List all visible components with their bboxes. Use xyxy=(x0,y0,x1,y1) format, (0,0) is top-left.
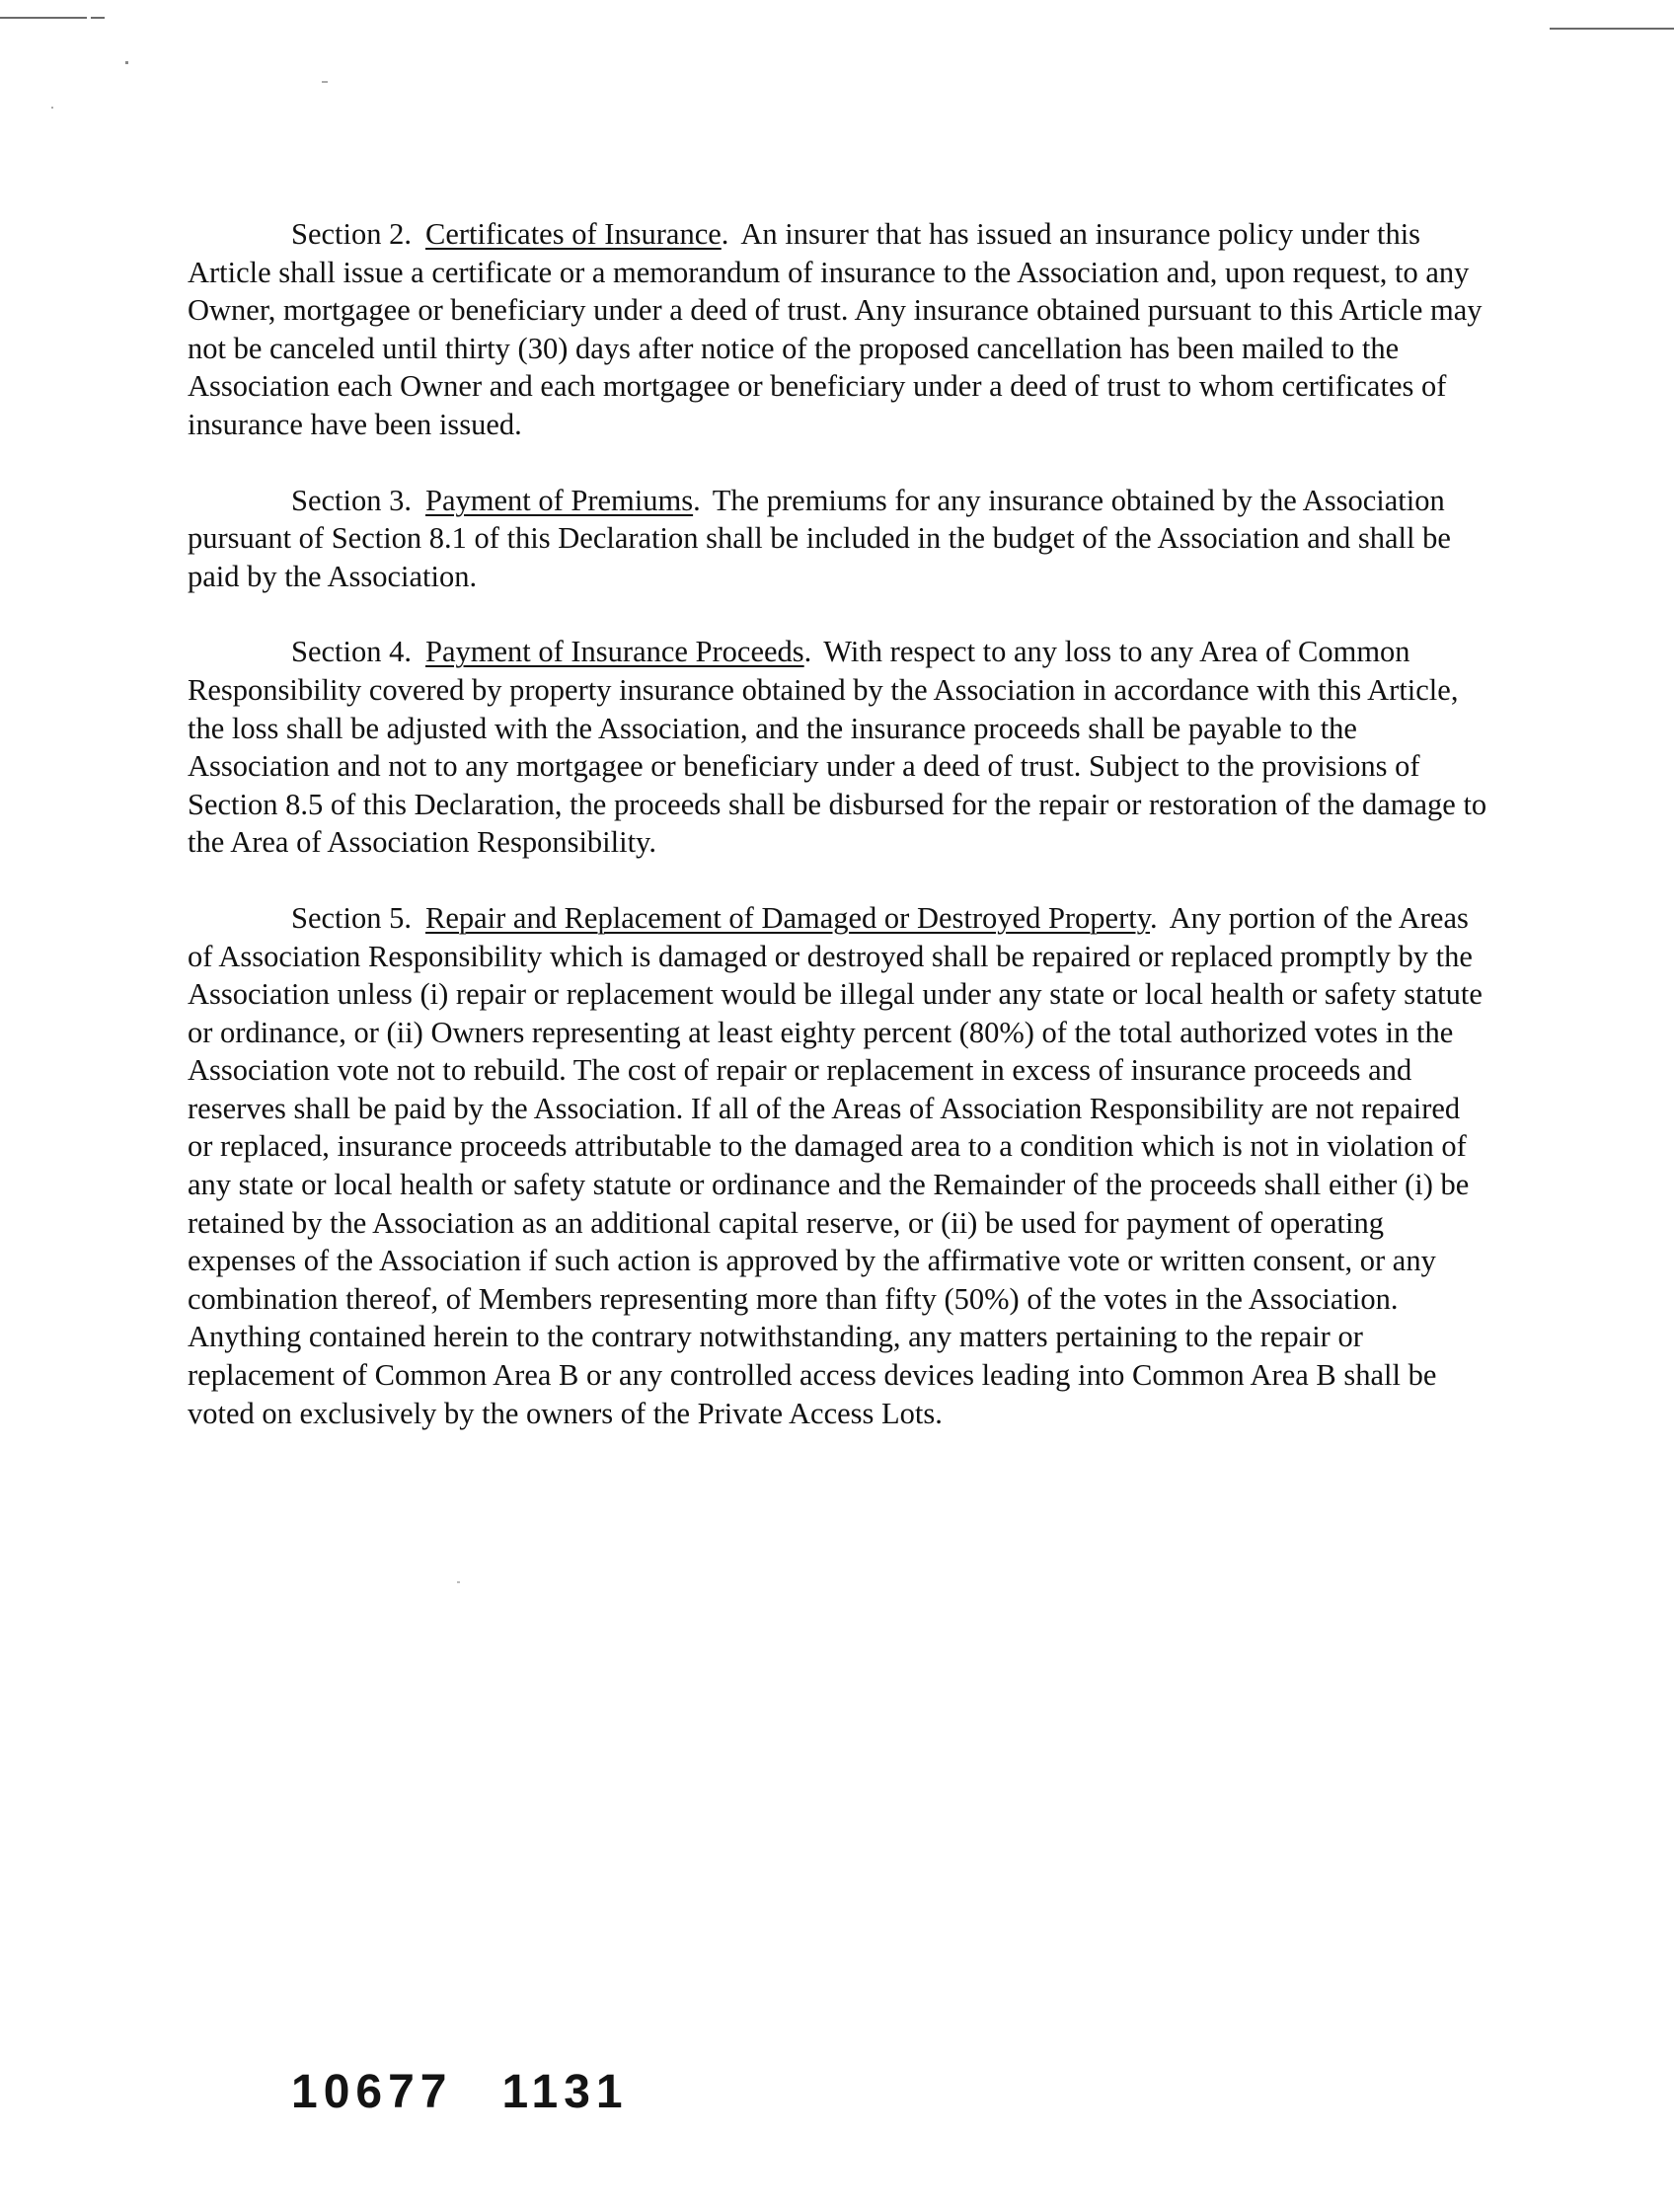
section-2 xyxy=(188,215,1490,444)
section-number: Section 3. xyxy=(291,483,412,517)
section-4 xyxy=(188,633,1490,862)
scan-artifact-speck xyxy=(457,1581,460,1583)
recording-book-number: 10677 xyxy=(291,2066,453,2118)
scan-artifact-line xyxy=(1550,28,1674,30)
section-number: Section 4. xyxy=(291,635,412,669)
section-3 xyxy=(188,482,1490,596)
section-body: Any portion of the Areas of Association Responsibility which is damaged or destroyed shall be repaired or replaced promptly by the Association unless (i) repair or replacement would be illegal under any state or local health or safety statute or ordinance, or (ii) Owners representing at least eighty percent (80%) of the total authorized votes in the Association vote not to rebuild. The cost of repair or replacement in excess of insurance proceeds and reserves shall be paid by the Association. If all of the Areas of Association Responsibility are not repaired or replaced, insurance proceeds attributable to the damaged area to a condition which is not in violation of any state or local health or safety statute or ordinance and the Remainder of the proceeds shall either (i) be retained by the Association as an additional capital reserve, or (ii) be used for payment of operating expenses of the Association if such action is approved by the affirmative vote or written consent, or any combination thereof, of Members representing more than fifty (50%) of the votes in the Association. Anything contained herein to the contrary notwithstanding, any matters pertaining to the repair or replacement of Common Area B or any controlled access devices leading into Common Area B shall be voted on exclusively by the owners of the Private Access Lots. xyxy=(188,900,1483,1430)
section-title-period: . xyxy=(721,217,729,251)
recording-page-number: 1131 xyxy=(501,2066,629,2118)
document-body xyxy=(188,215,1490,1470)
scan-artifact-speck xyxy=(51,107,53,109)
section-5 xyxy=(188,899,1490,1432)
section-title: Payment of Insurance Proceeds xyxy=(425,635,804,669)
section-title-period: . xyxy=(803,635,812,669)
section-title: Payment of Premiums xyxy=(425,483,694,517)
section-number: Section 5. xyxy=(291,900,412,935)
section-body: An insurer that has issued an insurance policy under this Article shall issue a certificate or a memorandum of insurance to the Association and, upon request, to any Owner, mortgagee or beneficiary under a deed of trust. Any insurance obtained pursuant to this Article may not be canceled until thirty (30) days after notice of the proposed cancellation has been mailed to the Association each Owner and each mortgagee or beneficiary under a deed of trust to whom certificates of insurance have been issued. xyxy=(188,217,1483,441)
section-title: Certificates of Insurance xyxy=(425,217,722,251)
section-number: Section 2. xyxy=(291,217,412,251)
scan-artifact-speck xyxy=(322,81,328,83)
scan-artifact-speck xyxy=(125,61,128,64)
section-title-period: . xyxy=(693,483,701,517)
section-body: With respect to any loss to any Area of Common Responsibility covered by property insurance obtained by the Association in accordance with this Article, the loss shall be adjusted with the Association, and the insurance proceeds shall be payable to the Association and not to any mortgagee or beneficiary under a deed of trust. Subject to the provisions of Section 8.5 of this Declaration, the proceeds shall be disbursed for the repair or restoration of the damage to the Area of Association Responsibility. xyxy=(188,635,1487,860)
scan-artifact-line xyxy=(0,17,87,19)
section-title: Repair and Replacement of Damaged or Destroyed Property xyxy=(425,900,1150,935)
recording-stamp xyxy=(291,2065,629,2119)
section-title-period: . xyxy=(1150,900,1158,935)
section-body: The premiums for any insurance obtained by the Association pursuant of Section 8.1 of this Declaration shall be included in the budget of the Association and shall be paid by the Association. xyxy=(188,483,1451,593)
scan-artifact-dash xyxy=(91,17,105,19)
